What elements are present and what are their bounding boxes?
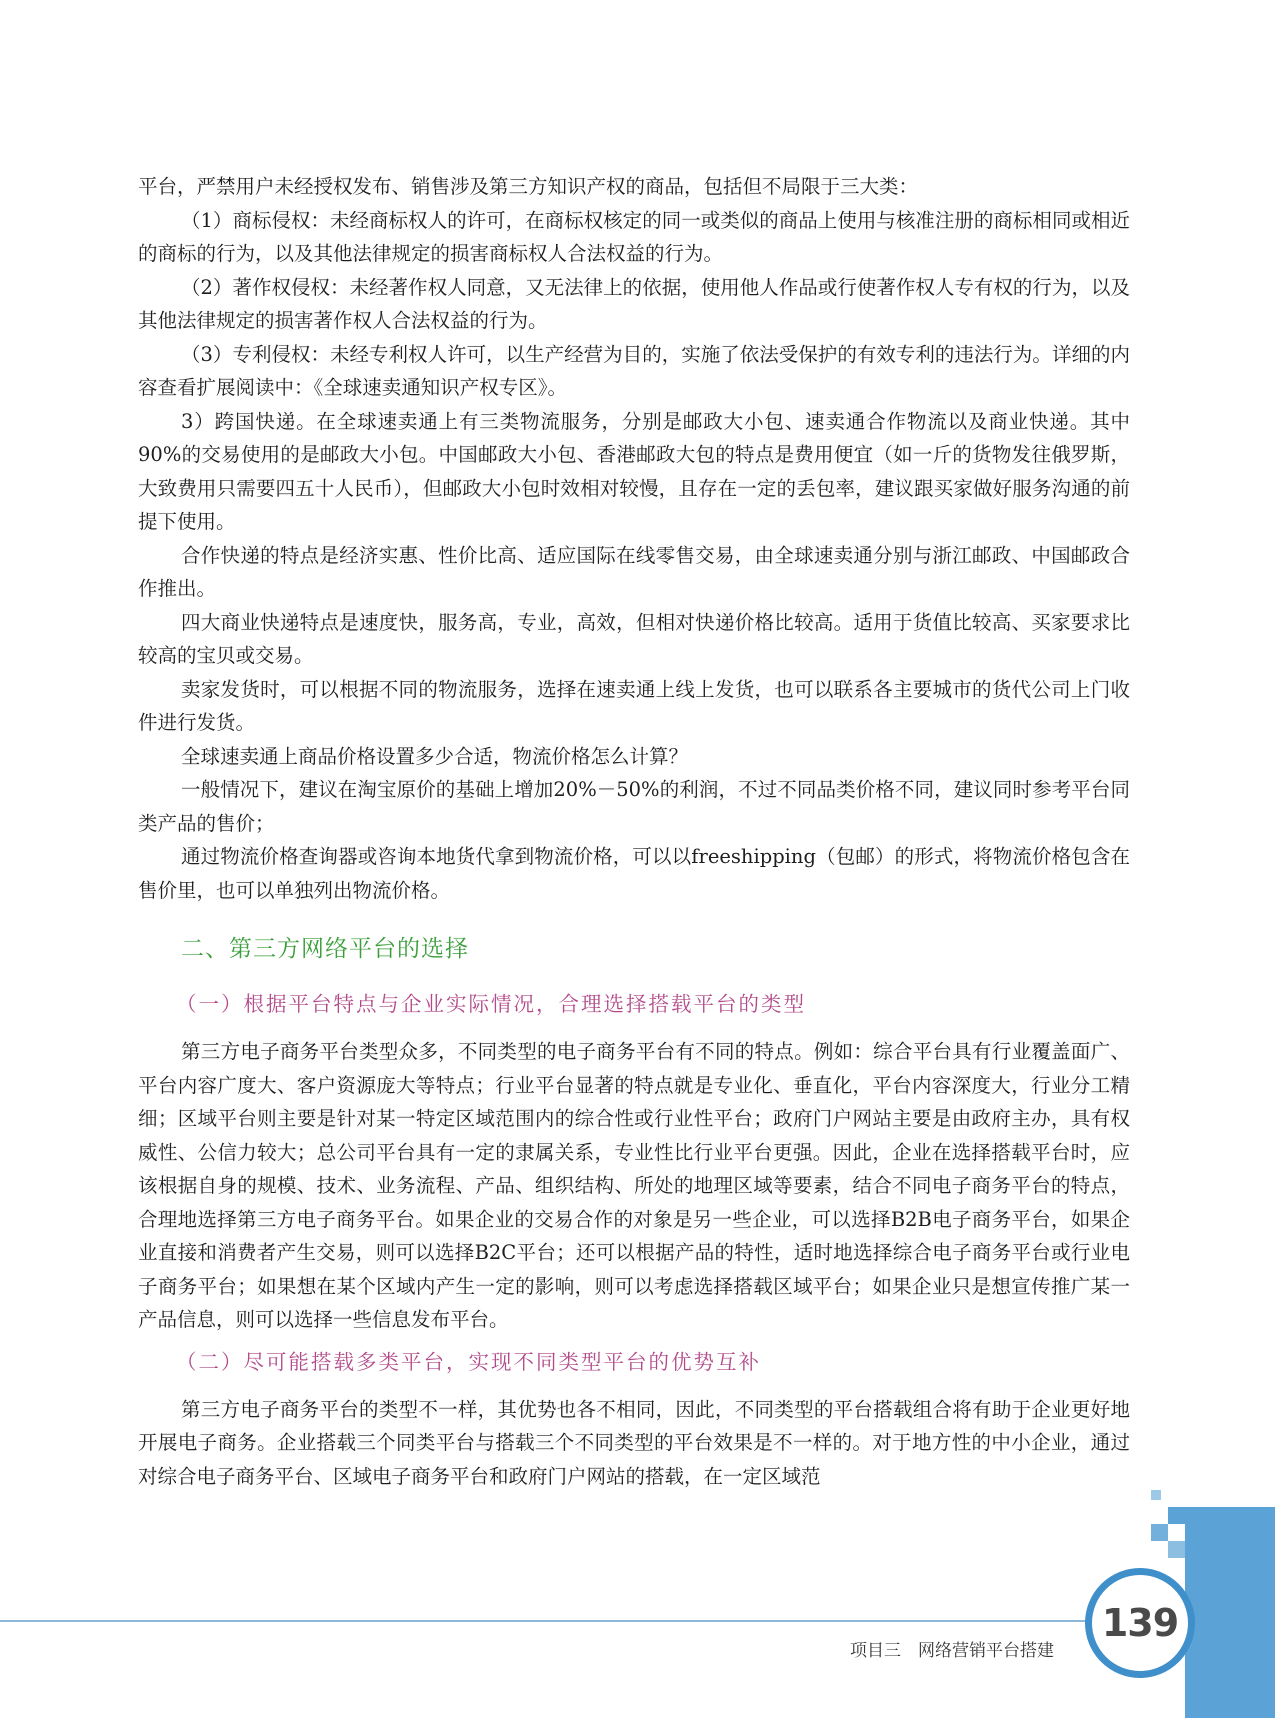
page-number: 139 <box>1101 1601 1179 1645</box>
paragraph: 全球速卖通上商品价格设置多少合适，物流价格怎么计算？ <box>181 744 689 768</box>
paragraph: 平台，严禁用户未经授权发布、销售涉及第三方知识产权的商品，包括但不局限于三大类： <box>138 175 919 198</box>
paragraph: 四大商业快递特点是速度快，服务高，专业，高效，但相对快递价格比较高。适用于货值比较高、买家要求比较高的宝贝或交易。 <box>138 610 1130 667</box>
chapter-label: 项目三 网络营销平台搭建 <box>850 1641 1054 1661</box>
paragraph: 合作快递的特点是经济实惠、性价比高、适应国际在线零售交易，由全球速卖通分别与浙江邮政、中国邮政合作推出。 <box>138 543 1130 600</box>
page-content <box>138 170 1130 1493</box>
paragraph: 卖家发货时，可以根据不同的物流服务，选择在速卖通上线上发货，也可以联系各主要城市的货代公司上门收件进行发货。 <box>138 677 1130 734</box>
paragraph: 通过物流价格查询器或咨询本地货代拿到物流价格，可以以freeshipping（包邮）的形式，将物流价格包含在售价里，也可以单独列出物流价格。 <box>138 845 1130 902</box>
section-title: 二、第三方网络平台的选择 <box>181 936 469 962</box>
decorative-square <box>1151 1524 1168 1541</box>
subsection-title: （一）根据平台特点与企业实际情况，合理选择搭载平台的类型 <box>176 992 806 1016</box>
footer-divider <box>0 1620 1100 1622</box>
paragraph: 第三方电子商务平台的类型不一样，其优势也各不相同，因此，不同类型的平台搭载组合将有助于企业更好地开展电子商务。企业搭载三个同类平台与搭载三个不同类型的平台效果是不一样的。对于地方性的中小企业，通过对综合电子商务平台、区域电子商务平台和政府门户网站的搭载，在一定区域范 <box>138 1397 1130 1488</box>
decorative-square <box>1151 1490 1161 1500</box>
paragraph: 一般情况下，建议在淘宝原价的基础上增加20%－50%的利润，不过不同品类价格不同，建议同时参考平台同类产品的售价； <box>138 778 1130 835</box>
paragraph: （1）商标侵权：未经商标权人的许可，在商标权核定的同一或类似的商品上使用与核准注册的商标相同或相近的商标的行为，以及其他法律规定的损害商标权人合法权益的行为。 <box>138 208 1130 265</box>
decorative-square <box>1168 1541 1185 1558</box>
decorative-square <box>1168 1507 1185 1524</box>
decorative-side-bar <box>1185 1507 1275 1718</box>
subsection-title: （二）尽可能搭载多类平台，实现不同类型平台的优势互补 <box>176 1349 761 1374</box>
page-number-badge <box>1085 1568 1195 1678</box>
paragraph: 第三方电子商务平台类型众多，不同类型的电子商务平台有不同的特点。例如：综合平台具有行业覆盖面广、平台内容广度大、客户资源庞大等特点；行业平台显著的特点就是专业化、垂直化，平台内容深度大，行业分工精细；区域平台则主要是针对某一特定区域范围内的综合性或行业性平台；政府门户网站主要是由政府主办，具有权威性、公信力较大；总公司平台具有一定的隶属关系，专业性比行业平台更强。因此，企业在选择搭载平台时，应该根据自身的规模、技术、业务流程、产品、组织结构、所处的地理区域等要素，结合不同电子商务平台的特点，合理地选择第三方电子商务平台。如果企业的交易合作的对象是另一些企业，可以选择B2B电子商务平台，如果企业直接和消费者产生交易，则可以选择B2C平台；还可以根据产品的特性，适时地选择综合电子商务平台或行业电子商务平台；如果想在某个区域内产生一定的影响，则可以考虑选择搭载区域平台；如果企业只是想宣传推广某一产品信息，则可以选择一些信息发布平台。 <box>138 1040 1130 1331</box>
paragraph: （3）专利侵权：未经专利权人许可，以生产经营为目的，实施了依法受保护的有效专利的违法行为。详细的内容查看扩展阅读中：《全球速卖通知识产权专区》。 <box>138 342 1130 399</box>
paragraph: （2）著作权侵权：未经著作权人同意，又无法律上的依据，使用他人作品或行使著作权人专有权的行为，以及其他法律规定的损害著作权人合法权益的行为。 <box>138 275 1130 332</box>
paragraph: 3）跨国快递。在全球速卖通上有三类物流服务，分别是邮政大小包、速卖通合作物流以及商业快递。其中90%的交易使用的是邮政大小包。中国邮政大小包、香港邮政大包的特点是费用便宜（如一斤的货物发往俄罗斯，大致费用只需要四五十人民币），但邮政大小包时效相对较慢，且存在一定的丢包率，建议跟买家做好服务沟通的前提下使用。 <box>138 409 1130 533</box>
